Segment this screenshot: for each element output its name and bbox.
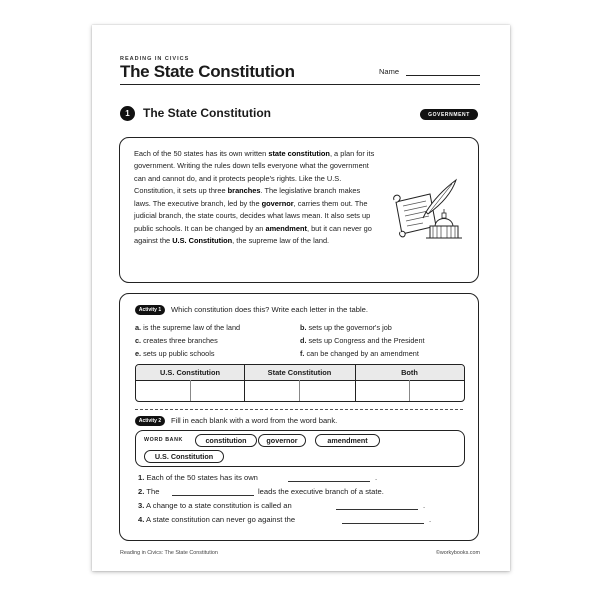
passage-text: . The legislative branch makes laws. The executive branch, led by the <box>134 186 361 208</box>
table-cell-divider <box>409 380 410 401</box>
table-divider <box>244 365 245 401</box>
option-c: c. creates three branches <box>135 336 218 345</box>
option-e: e. sets up public schools <box>135 349 215 358</box>
passage-text: , carries them out. The judicial branch, the state courts, decides what laws mean. It also sets up public schools. It can be changed by an <box>134 198 371 233</box>
question-2-end: leads the executive branch of a state. <box>258 487 384 496</box>
option-a: a. is the supreme law of the land <box>135 323 241 332</box>
answer-blank-3[interactable] <box>336 509 418 510</box>
question-4: 4. A state constitution can never go against the <box>138 515 296 524</box>
question-3: 3. A change to a state constitution is called an <box>138 501 292 510</box>
table-cell-divider <box>190 380 191 401</box>
option-d: d. sets up Congress and the President <box>300 336 425 345</box>
activity-1-instruction: Which constitution does this? Write each letter in the table. <box>171 305 368 314</box>
question-4-end: . <box>429 515 432 524</box>
subject-badge: GOVERNMENT <box>420 109 478 120</box>
activity-divider <box>135 409 463 410</box>
footer-copyright: ©workybooks.com <box>435 550 480 556</box>
passage-text: , a plan for its government. Writing the rules down tells everyone what the government can and cannot do, and it protects people's rights. Like the U.S. Constitution, it sets up three <box>134 149 375 196</box>
table-divider <box>355 365 356 401</box>
activity-2-tag: Activity 2 <box>135 416 165 426</box>
activity-1-tag: Activity 1 <box>135 305 165 315</box>
word-chip-amendment: amendment <box>315 434 380 447</box>
key-term: governor <box>261 198 294 208</box>
column-header-state-constitution: State Constitution <box>267 368 332 377</box>
worksheet-page <box>92 25 510 571</box>
key-term: branches <box>227 186 261 196</box>
passage-text: , the supreme law of the land. <box>232 236 330 246</box>
key-term: amendment <box>265 223 307 233</box>
page-title: The State Constitution <box>120 62 295 81</box>
word-chip-us-constitution: U.S. Constitution <box>144 450 224 463</box>
question-1-end: . <box>375 473 378 482</box>
table-cell-divider <box>299 380 300 401</box>
footer-title: Reading in Civics: The State Constitution <box>120 550 218 556</box>
section-number: 1 <box>120 106 135 121</box>
column-header-both: Both <box>401 368 418 377</box>
key-term: U.S. Constitution <box>172 236 233 246</box>
question-1: 1. Each of the 50 states has its own <box>138 473 258 482</box>
word-bank-label: WORD BANK <box>144 437 183 443</box>
activity-2-instruction: Fill in each blank with a word from the word bank. <box>171 416 338 425</box>
scroll-quill-capitol-illustration <box>390 176 470 246</box>
question-2: 2. The <box>138 487 160 496</box>
answer-blank-1[interactable] <box>288 481 370 482</box>
name-label: Name <box>379 67 400 76</box>
answer-blank-4[interactable] <box>342 523 424 524</box>
word-chip-governor: governor <box>258 434 306 447</box>
passage-text: , but it can never go against the <box>134 223 372 246</box>
name-field-line[interactable] <box>406 75 480 76</box>
passage-text: Each of the 50 states has its own written <box>134 149 269 158</box>
option-f: f. can be changed by an amendment <box>300 349 419 358</box>
answer-blank-2[interactable] <box>172 495 254 496</box>
reading-passage-text <box>134 148 377 248</box>
word-chip-constitution: constitution <box>195 434 257 447</box>
eyebrow-label: READING IN CIVICS <box>120 56 190 62</box>
question-3-end: . <box>423 501 426 510</box>
section-title: The State Constitution <box>143 106 271 120</box>
sorting-table <box>135 364 465 402</box>
header-rule <box>120 84 480 85</box>
column-header-us-constitution: U.S. Constitution <box>160 368 220 377</box>
option-b: b. sets up the governor's job <box>300 323 392 332</box>
key-term: state constitution <box>268 149 330 158</box>
